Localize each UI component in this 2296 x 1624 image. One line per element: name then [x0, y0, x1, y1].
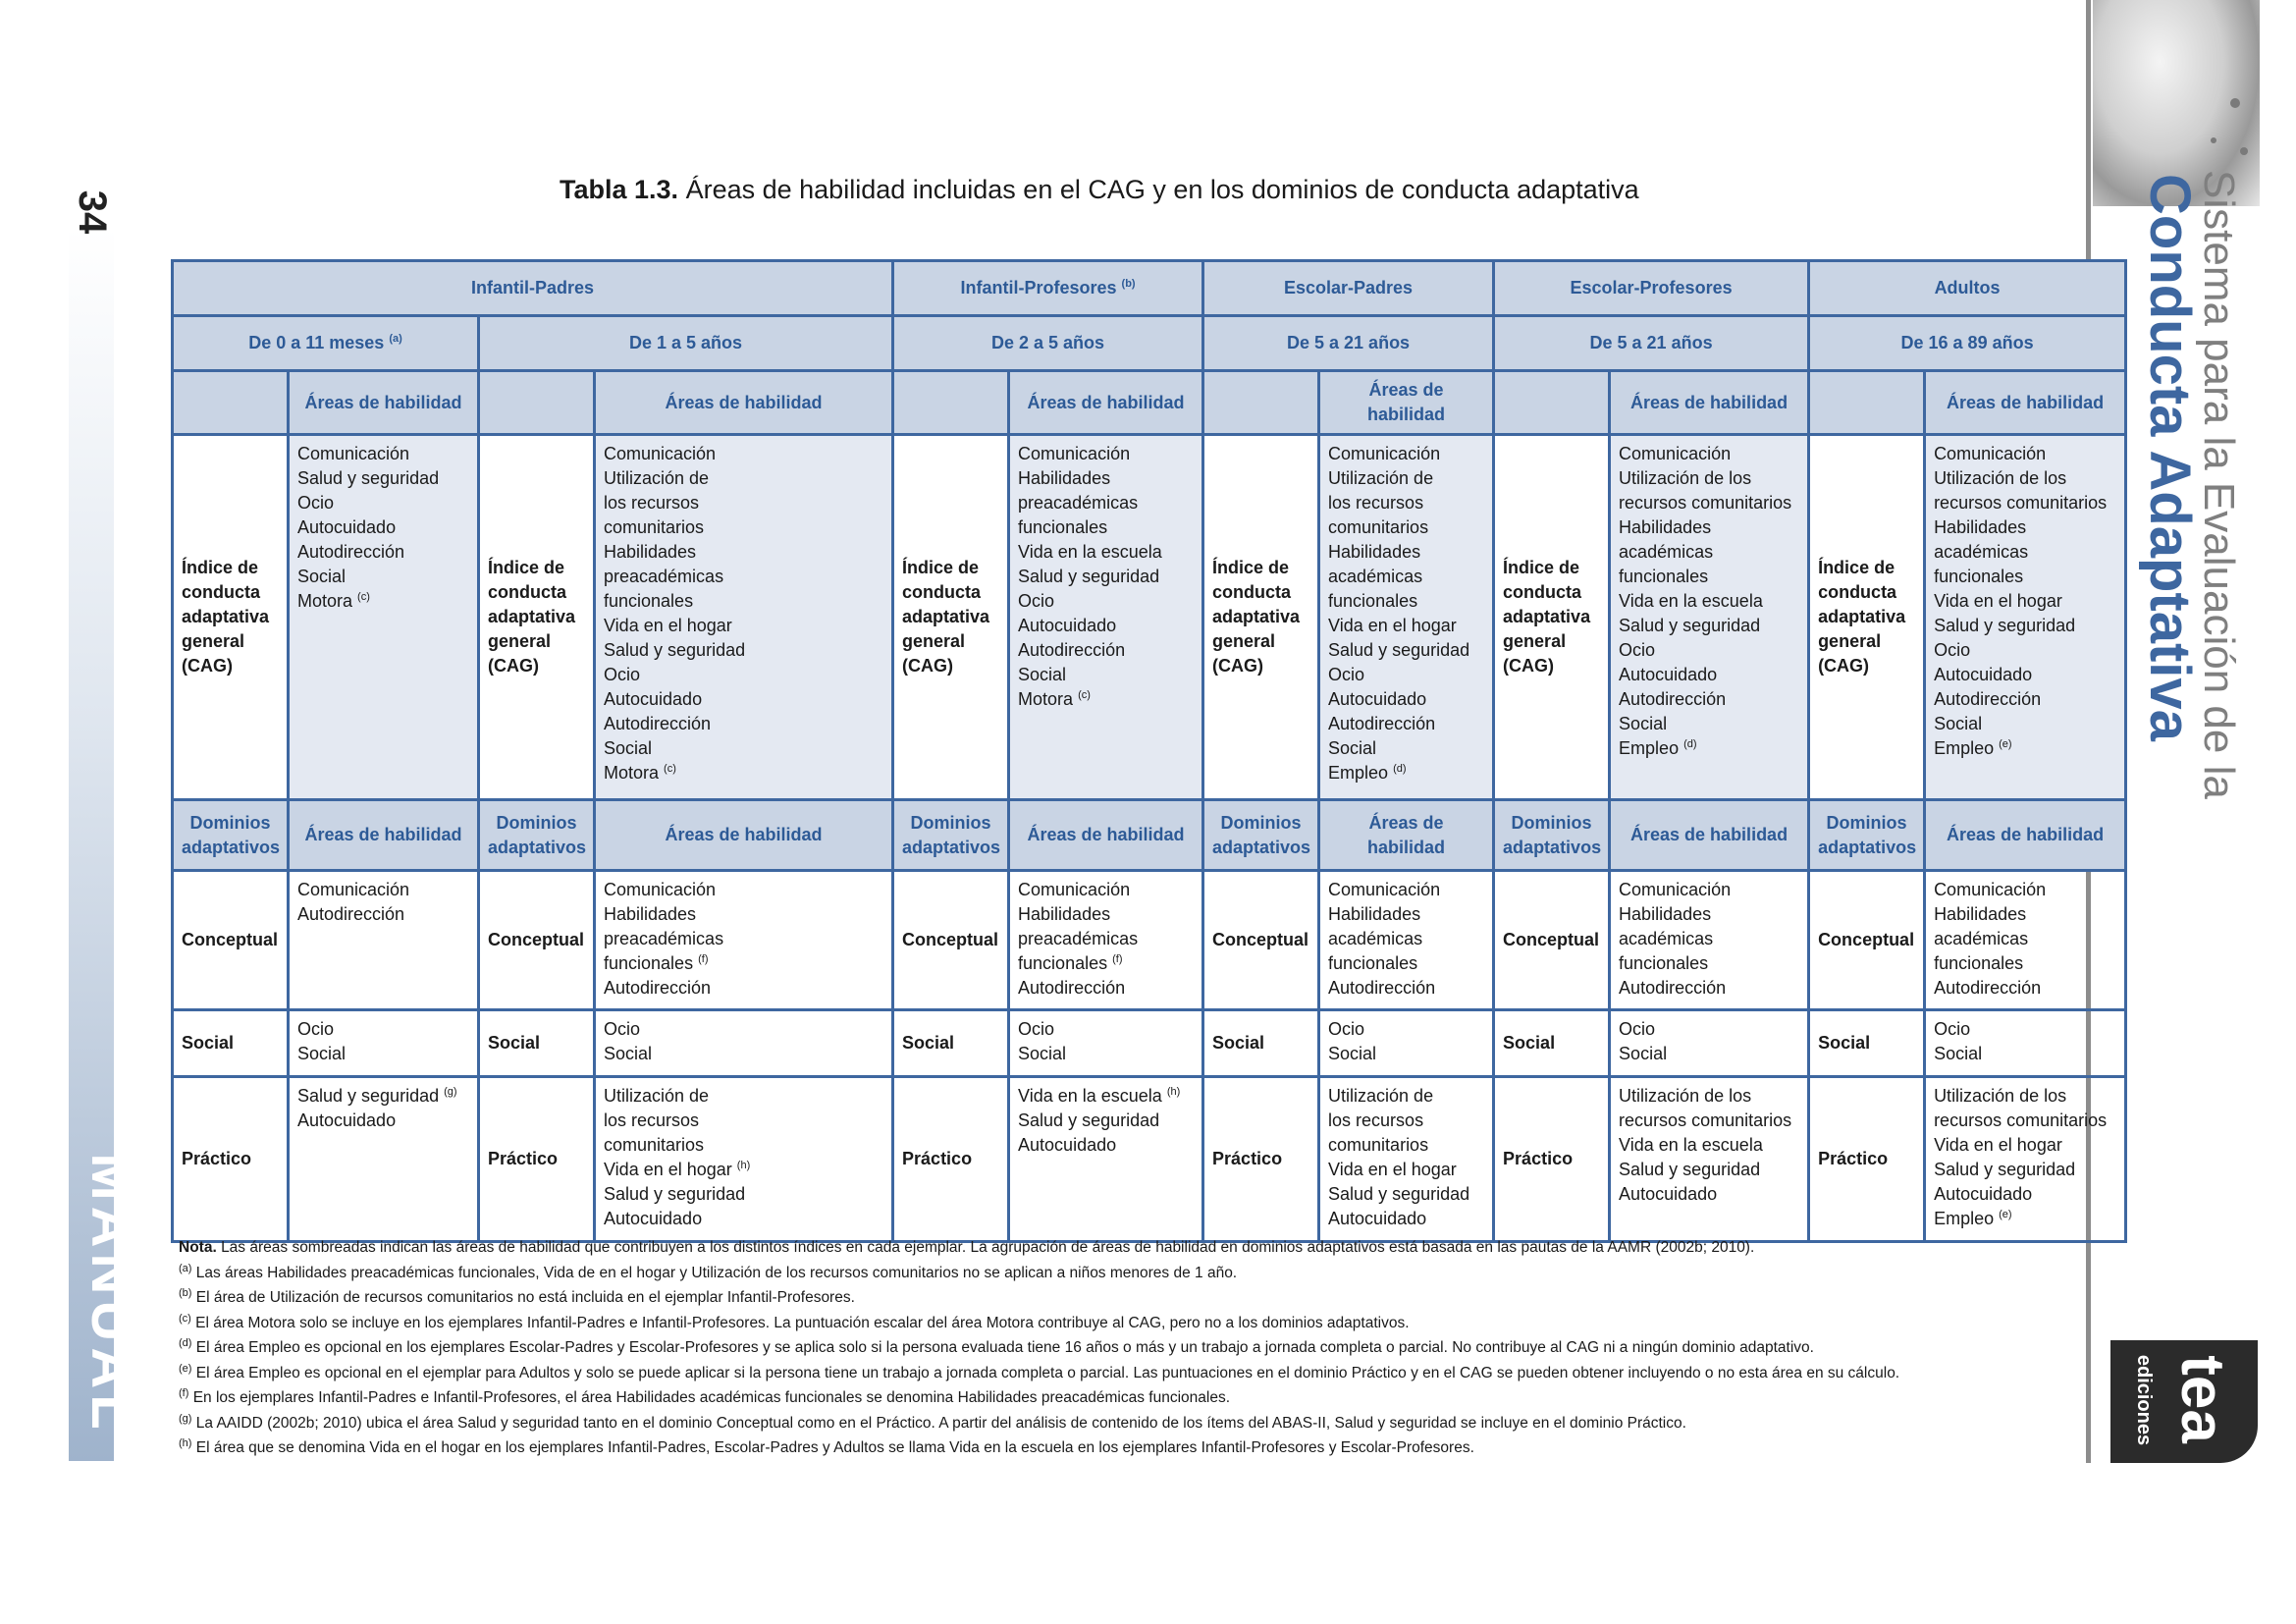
area-item: funcionales	[1018, 517, 1108, 537]
domains-header: Dominios adaptativos	[173, 800, 289, 871]
area-item: preacadémicas	[1018, 493, 1139, 513]
area-item: Habilidades	[1619, 517, 1712, 537]
area-item: Salud y seguridad	[1328, 640, 1470, 660]
area-item: Utilización de los	[1619, 1086, 1752, 1106]
cag-label: Índice de conducta adaptativa general (CAG)	[1494, 435, 1610, 800]
area-item: Ocio	[297, 493, 335, 513]
area-item: Salud y seguridad	[1018, 1110, 1160, 1130]
group-escolar-padres: Escolar-Padres	[1203, 261, 1494, 316]
domains-header-row	[173, 800, 2126, 871]
area-item: Autocuidado	[1328, 1209, 1427, 1228]
area-item: Salud y seguridad $^{(g)}$	[297, 1086, 457, 1106]
area-item: Salud y seguridad	[1934, 616, 2076, 635]
footnote-mark: (h)	[736, 1160, 751, 1171]
area-item: Vida en el hogar	[604, 616, 732, 635]
social-areas	[289, 1010, 479, 1077]
area-item: académicas	[1328, 929, 1423, 948]
area-item: Salud y seguridad	[1018, 567, 1160, 586]
area-item: académicas	[1934, 929, 2029, 948]
social-label: Social	[1494, 1010, 1610, 1077]
area-item: Social	[1619, 1044, 1668, 1063]
area-item: Ocio	[1619, 1019, 1656, 1039]
areas-header: Áreas de habilidad	[1610, 371, 1809, 435]
area-item: Ocio	[1328, 665, 1365, 684]
page-number: 34	[71, 189, 114, 235]
social-label: Social	[479, 1010, 595, 1077]
area-item: Social	[297, 567, 347, 586]
conceptual-label: Conceptual	[1809, 871, 1925, 1010]
practico-areas	[289, 1077, 479, 1242]
footnote-mark: (e)	[179, 1362, 192, 1375]
practico-areas	[1009, 1077, 1203, 1242]
area-item: Vida en la escuela	[1018, 542, 1162, 562]
footnote-list	[179, 1261, 2024, 1461]
footnote-mark: (c)	[1078, 689, 1091, 701]
area-item: Social	[1018, 1044, 1067, 1063]
area-item: Habilidades	[1018, 904, 1111, 924]
area-item: comunitarios	[604, 517, 705, 537]
areas-header: Áreas de habilidad	[1009, 371, 1203, 435]
side-title-line1: Sistema para la Evaluación de la	[2195, 170, 2243, 799]
table-title-number: Tabla 1.3.	[560, 175, 679, 204]
area-item: funcionales	[1934, 567, 2024, 586]
age-5: De 16 a 89 años	[1809, 316, 2126, 371]
area-item: Ocio	[297, 1019, 335, 1039]
area-item: comunitarios	[1328, 1135, 1429, 1155]
area-item: académicas	[1619, 929, 1714, 948]
area-item: Motora $^{(c)}$	[1018, 689, 1091, 709]
table-title	[560, 175, 1669, 205]
cag-areas	[1319, 435, 1494, 800]
area-item: los recursos	[604, 1110, 700, 1130]
age-header-row	[173, 316, 2126, 371]
area-item: Comunicación	[1934, 880, 2047, 899]
age-0	[173, 316, 479, 371]
area-item: Vida en el hogar $^{(h)}$	[604, 1160, 751, 1179]
area-item: Comunicación	[604, 880, 717, 899]
footnote-mark: (f)	[179, 1386, 189, 1399]
area-item: Utilización de los	[1934, 1086, 2067, 1106]
footnote-mark: (e)	[1999, 738, 2012, 750]
area-item: Motora $^{(c)}$	[604, 763, 676, 783]
social-areas	[1610, 1010, 1809, 1077]
footnote-text: El área Empleo es opcional en los ejemplares Escolar-Padres y Escolar-Profesores y se aplica solo si la persona evaluada tiene 16 años o más y un trabajo a jornada completa o parcial. No contribuye al CAG ni a ningún dominio adaptativo.	[191, 1339, 1814, 1356]
note-text: Las áreas sombreadas indican las áreas de habilidad que contribuyen a los distintos índices en cada ejemplar. La agrupación de áreas de habilidad en dominios adaptativos está basada en las pautas de la AAMR (2002b; 2010).	[221, 1239, 1755, 1256]
area-item: Ocio	[604, 1019, 641, 1039]
area-item: Autocuidado	[604, 1209, 703, 1228]
cag-areas	[1925, 435, 2126, 800]
areas-header: Áreas de habilidad	[289, 371, 479, 435]
area-item: Habilidades	[604, 904, 697, 924]
blank-cell	[1809, 371, 1925, 435]
area-item: Comunicación	[604, 444, 717, 463]
table-notes	[179, 1235, 2024, 1461]
social-row	[173, 1010, 2126, 1077]
area-item: Ocio	[1328, 1019, 1365, 1039]
table-title-text: Áreas de habilidad incluidas en el CAG y en los dominios de conducta adaptativa	[685, 175, 1639, 204]
area-item: Habilidades	[1934, 517, 2027, 537]
conceptual-label: Conceptual	[173, 871, 289, 1010]
area-item: Comunicación	[1619, 444, 1732, 463]
footnote-mark: (g)	[179, 1412, 192, 1425]
practico-areas	[595, 1077, 893, 1242]
side-title-line2: Conducta Adaptativa	[2138, 174, 2202, 741]
area-item: Habilidades	[1328, 542, 1421, 562]
domains-areas-header: Áreas de habilidad	[1009, 800, 1203, 871]
footnote-mark: (e)	[1999, 1209, 2012, 1220]
area-item: Vida en el hogar	[1328, 616, 1457, 635]
area-item: Comunicación	[1018, 444, 1131, 463]
practico-areas	[1925, 1077, 2126, 1242]
area-item: Comunicación	[297, 444, 410, 463]
domains-header: Dominios adaptativos	[1203, 800, 1319, 871]
footnote-mark: (f)	[698, 953, 709, 965]
footnote-mark: (f)	[1112, 953, 1123, 965]
area-item: Social	[604, 1044, 653, 1063]
footnote-mark: (b)	[1121, 278, 1136, 290]
domains-header: Dominios adaptativos	[1494, 800, 1610, 871]
social-label: Social	[893, 1010, 1009, 1077]
area-item: Habilidades	[1328, 904, 1421, 924]
area-item: Salud y seguridad	[1328, 1184, 1470, 1204]
practico-label: Práctico	[1494, 1077, 1610, 1242]
area-item: Empleo $^{(e)}$	[1934, 738, 2012, 758]
area-item: Utilización de los	[1934, 468, 2067, 488]
footnote-mark: (a)	[389, 333, 402, 345]
group-header-row	[173, 261, 2126, 316]
area-item: Social	[1934, 1044, 1983, 1063]
practico-label: Práctico	[479, 1077, 595, 1242]
drop-icon	[2230, 98, 2240, 108]
area-item: Ocio	[604, 665, 641, 684]
age-3: De 5 a 21 años	[1203, 316, 1494, 371]
footnote	[179, 1285, 2024, 1311]
cag-areas	[595, 435, 893, 800]
area-item: Vida en el hogar	[1934, 591, 2062, 611]
area-item: preacadémicas	[604, 929, 724, 948]
conceptual-areas	[1925, 871, 2126, 1010]
conceptual-areas	[1610, 871, 1809, 1010]
drop-icon	[2211, 137, 2216, 143]
areas-header: Áreas de habilidad	[1925, 371, 2126, 435]
age-4: De 5 a 21 años	[1494, 316, 1809, 371]
area-item: Habilidades	[1619, 904, 1712, 924]
area-item: Ocio	[1934, 1019, 1971, 1039]
area-item: Salud y seguridad	[604, 1184, 746, 1204]
area-item: Vida en la escuela $^{(h)}$	[1018, 1086, 1181, 1106]
social-areas	[1319, 1010, 1494, 1077]
cag-label: Índice de conducta adaptativa general (CAG)	[173, 435, 289, 800]
footnote-text: En los ejemplares Infantil-Padres e Infantil-Profesores, el área Habilidades académicas funcionales se denomina Habilidades preacadémicas funcionales.	[188, 1389, 1231, 1406]
cag-label: Índice de conducta adaptativa general (CAG)	[1809, 435, 1925, 800]
area-item: Autodirección	[1018, 978, 1126, 998]
footnote-mark: (a)	[179, 1262, 192, 1274]
area-item: Autocuidado	[297, 517, 397, 537]
area-item: funcionales	[604, 591, 694, 611]
area-item: Autocuidado	[1619, 665, 1718, 684]
cag-row	[173, 435, 2126, 800]
practico-label: Práctico	[893, 1077, 1009, 1242]
logo-main-text: tea	[2168, 1355, 2236, 1443]
social-areas	[1925, 1010, 2126, 1077]
area-item: Social	[1619, 714, 1668, 733]
area-item: Empleo $^{(d)}$	[1619, 738, 1697, 758]
area-item: Autocuidado	[1619, 1184, 1718, 1204]
areas-header: Áreas de habilidad	[1319, 371, 1494, 435]
area-item: funcionales	[1934, 953, 2024, 973]
area-item: los recursos	[1328, 493, 1424, 513]
footnote	[179, 1385, 2024, 1411]
cag-label: Índice de conducta adaptativa general (CAG)	[1203, 435, 1319, 800]
footnote-text: El área Empleo es opcional en el ejemplar para Adultos y solo se puede aplicar si la persona tiene un trabajo a jornada completa o parcial. Las puntuaciones en el dominio Práctico y en el CAG se pueden obtener incluyendo o no esta área en su cálculo.	[191, 1364, 1900, 1381]
area-item: Salud y seguridad	[1619, 616, 1761, 635]
area-item: los recursos	[604, 493, 700, 513]
area-item: Utilización de	[604, 468, 710, 488]
area-item: Social	[1934, 714, 1983, 733]
practico-areas	[1610, 1077, 1809, 1242]
conceptual-areas	[1319, 871, 1494, 1010]
footnote-mark: (h)	[1166, 1086, 1181, 1098]
footnote-mark: (d)	[1393, 763, 1407, 775]
area-item: Social	[604, 738, 653, 758]
footnote-text: El área Motora solo se incluye en los ejemplares Infantil-Padres e Infantil-Profesores. La puntuación escalar del área Motora contribuye al CAG, pero no a los dominios adaptativos.	[190, 1314, 1410, 1331]
footnote-mark: (d)	[1683, 738, 1697, 750]
area-item: Habilidades	[1018, 468, 1111, 488]
area-item: Ocio	[1018, 1019, 1055, 1039]
area-item: académicas	[1934, 542, 2029, 562]
domains-areas-header: Áreas de habilidad	[595, 800, 893, 871]
footnote-mark: (d)	[179, 1336, 192, 1349]
area-item: Salud y seguridad	[1619, 1160, 1761, 1179]
group-adultos: Adultos	[1809, 261, 2126, 316]
area-item: Autodirección	[1619, 978, 1727, 998]
area-item: Motora $^{(c)}$	[297, 591, 370, 611]
area-item: funcionales	[1619, 953, 1709, 973]
area-item: Utilización de	[604, 1086, 710, 1106]
area-item: Autodirección	[297, 542, 405, 562]
footnote	[179, 1435, 2024, 1461]
social-label: Social	[1203, 1010, 1319, 1077]
area-item: funcionales $^{(f)}$	[1018, 953, 1123, 973]
practico-label: Práctico	[1203, 1077, 1319, 1242]
area-item: comunitarios	[1328, 517, 1429, 537]
area-item: Autodirección	[1328, 978, 1436, 998]
area-item: Autocuidado	[1934, 1184, 2033, 1204]
drop-icon	[2240, 147, 2248, 155]
conceptual-areas	[1009, 871, 1203, 1010]
social-areas	[595, 1010, 893, 1077]
area-item: Vida en el hogar	[1328, 1160, 1457, 1179]
footnote-mark: (c)	[179, 1312, 191, 1325]
area-item: Comunicación	[297, 880, 410, 899]
practico-areas	[1319, 1077, 1494, 1242]
area-item: Autocuidado	[1934, 665, 2033, 684]
conceptual-row	[173, 871, 2126, 1010]
footnote-mark: (b)	[179, 1286, 192, 1299]
area-item: Empleo $^{(e)}$	[1934, 1209, 2012, 1228]
area-item: Habilidades	[1934, 904, 2027, 924]
manual-label: MANUAL	[80, 1153, 143, 1435]
area-item: Ocio	[1619, 640, 1656, 660]
area-item: Utilización de	[1328, 1086, 1434, 1106]
area-item: funcionales	[1619, 567, 1709, 586]
area-item: Social	[1328, 738, 1377, 758]
area-item: Comunicación	[1934, 444, 2047, 463]
conceptual-areas	[595, 871, 893, 1010]
note-label: Nota.	[179, 1239, 217, 1256]
area-item: Salud y seguridad	[604, 640, 746, 660]
footnote-text: La AAIDD (2002b; 2010) ubica el área Salud y seguridad tanto en el dominio Conceptual como en el Práctico. A partir del análisis de contenido de los ítems del ABAS-II, Salud y seguridad se incluye en el dominio Práctico.	[191, 1414, 1686, 1432]
conceptual-label: Conceptual	[1203, 871, 1319, 1010]
blank-cell	[893, 371, 1009, 435]
footnote-mark: (g)	[444, 1086, 457, 1098]
area-item: funcionales $^{(f)}$	[604, 953, 709, 973]
area-item: comunitarios	[604, 1135, 705, 1155]
cag-areas	[289, 435, 479, 800]
conceptual-areas	[289, 871, 479, 1010]
area-item: académicas	[1619, 542, 1714, 562]
area-item: recursos comunitarios	[1619, 1110, 1792, 1130]
footnote-text: El área que se denomina Vida en el hogar en los ejemplares Infantil-Padres, Escolar-Padres y Adultos se llama Vida en la escuela en los ejemplares Infantil-Profesores y Escolar-Profesores.	[191, 1439, 1474, 1456]
social-label: Social	[1809, 1010, 1925, 1077]
area-item: funcionales	[1328, 591, 1418, 611]
group-infantil-profesores	[893, 261, 1203, 316]
area-item: Vida en la escuela	[1619, 1135, 1763, 1155]
area-item: Autodirección	[1328, 714, 1436, 733]
areas-header: Áreas de habilidad	[595, 371, 893, 435]
conceptual-label: Conceptual	[893, 871, 1009, 1010]
area-item: recursos comunitarios	[1934, 1110, 2108, 1130]
blank-cell	[479, 371, 595, 435]
area-item: Comunicación	[1328, 444, 1441, 463]
area-item: Autodirección	[604, 714, 712, 733]
footnote	[179, 1311, 2024, 1336]
area-item: Autodirección	[1934, 689, 2042, 709]
area-item: los recursos	[1328, 1110, 1424, 1130]
footnote	[179, 1261, 2024, 1286]
domains-header: Dominios adaptativos	[1809, 800, 1925, 871]
group-infantil-padres: Infantil-Padres	[173, 261, 893, 316]
area-item: Autodirección	[604, 978, 712, 998]
area-item: Ocio	[1934, 640, 1971, 660]
area-item: académicas	[1328, 567, 1423, 586]
area-item: Autocuidado	[297, 1110, 397, 1130]
area-item: Utilización de	[1328, 468, 1434, 488]
area-item: recursos comunitarios	[1934, 493, 2108, 513]
social-label: Social	[173, 1010, 289, 1077]
group-label: Infantil-Profesores	[960, 278, 1117, 298]
domains-areas-header: Áreas de habilidad	[1610, 800, 1809, 871]
area-item: Autocuidado	[1328, 689, 1427, 709]
area-item: Social	[297, 1044, 347, 1063]
conceptual-label: Conceptual	[1494, 871, 1610, 1010]
area-item: Ocio	[1018, 591, 1055, 611]
area-item: funcionales	[1328, 953, 1418, 973]
age-1: De 1 a 5 años	[479, 316, 893, 371]
footnote	[179, 1335, 2024, 1361]
area-item: preacadémicas	[604, 567, 724, 586]
area-item: Comunicación	[1619, 880, 1732, 899]
footnote	[179, 1411, 2024, 1436]
area-item: Salud y seguridad	[297, 468, 440, 488]
footnote-text: El área de Utilización de recursos comunitarios no está incluida en el ejemplar Infantil-Profesores.	[191, 1289, 855, 1306]
area-item: Habilidades	[604, 542, 697, 562]
area-item: Autodirección	[1018, 640, 1126, 660]
area-item: Autodirección	[1619, 689, 1727, 709]
tea-logo	[2110, 1340, 2258, 1463]
age-label: De 0 a 11 meses	[248, 333, 385, 352]
area-item: Vida en el hogar	[1934, 1135, 2062, 1155]
practico-label: Práctico	[1809, 1077, 1925, 1242]
area-item: Salud y seguridad	[1934, 1160, 2076, 1179]
area-item: preacadémicas	[1018, 929, 1139, 948]
area-item: Autocuidado	[1018, 1135, 1117, 1155]
domains-header: Dominios adaptativos	[893, 800, 1009, 871]
area-item: Social	[1018, 665, 1067, 684]
note-main	[179, 1235, 2024, 1261]
area-item: Autodirección	[1934, 978, 2042, 998]
area-item: recursos comunitarios	[1619, 493, 1792, 513]
blank-cell	[1494, 371, 1610, 435]
domains-areas-header: Áreas de habilidad	[1925, 800, 2126, 871]
cag-label: Índice de conducta adaptativa general (CAG)	[893, 435, 1009, 800]
footnote-mark: (c)	[357, 591, 370, 603]
area-item: Vida en la escuela	[1619, 591, 1763, 611]
domains-areas-header: Áreas de habilidad	[289, 800, 479, 871]
cag-label: Índice de conducta adaptativa general (CAG)	[479, 435, 595, 800]
cag-areas	[1009, 435, 1203, 800]
area-item: Empleo $^{(d)}$	[1328, 763, 1407, 783]
area-item: Autocuidado	[1018, 616, 1117, 635]
area-item: Autocuidado	[604, 689, 703, 709]
footnote-mark: (h)	[179, 1436, 192, 1449]
areas-table	[171, 259, 2127, 1243]
footnote-text: Las áreas Habilidades preacadémicas funcionales, Vida de en el hogar y Utilización de los recursos comunitarios no se aplican a niños menores de 1 año.	[191, 1264, 1238, 1281]
practico-label: Práctico	[173, 1077, 289, 1242]
areas-header-row	[173, 371, 2126, 435]
area-item: Comunicación	[1328, 880, 1441, 899]
domains-header: Dominios adaptativos	[479, 800, 595, 871]
social-areas	[1009, 1010, 1203, 1077]
cag-areas	[1610, 435, 1809, 800]
logo-sub-text: ediciones	[2133, 1354, 2155, 1446]
area-item: Comunicación	[1018, 880, 1131, 899]
blank-cell	[1203, 371, 1319, 435]
footnote-mark: (c)	[664, 763, 676, 775]
area-item: Autodirección	[297, 904, 405, 924]
age-2: De 2 a 5 años	[893, 316, 1203, 371]
domains-areas-header: Áreas de habilidad	[1319, 800, 1494, 871]
footnote	[179, 1361, 2024, 1386]
area-item: Social	[1328, 1044, 1377, 1063]
area-item: Utilización de los	[1619, 468, 1752, 488]
group-escolar-profesores: Escolar-Profesores	[1494, 261, 1809, 316]
practico-row	[173, 1077, 2126, 1242]
blank-cell	[173, 371, 289, 435]
conceptual-label: Conceptual	[479, 871, 595, 1010]
